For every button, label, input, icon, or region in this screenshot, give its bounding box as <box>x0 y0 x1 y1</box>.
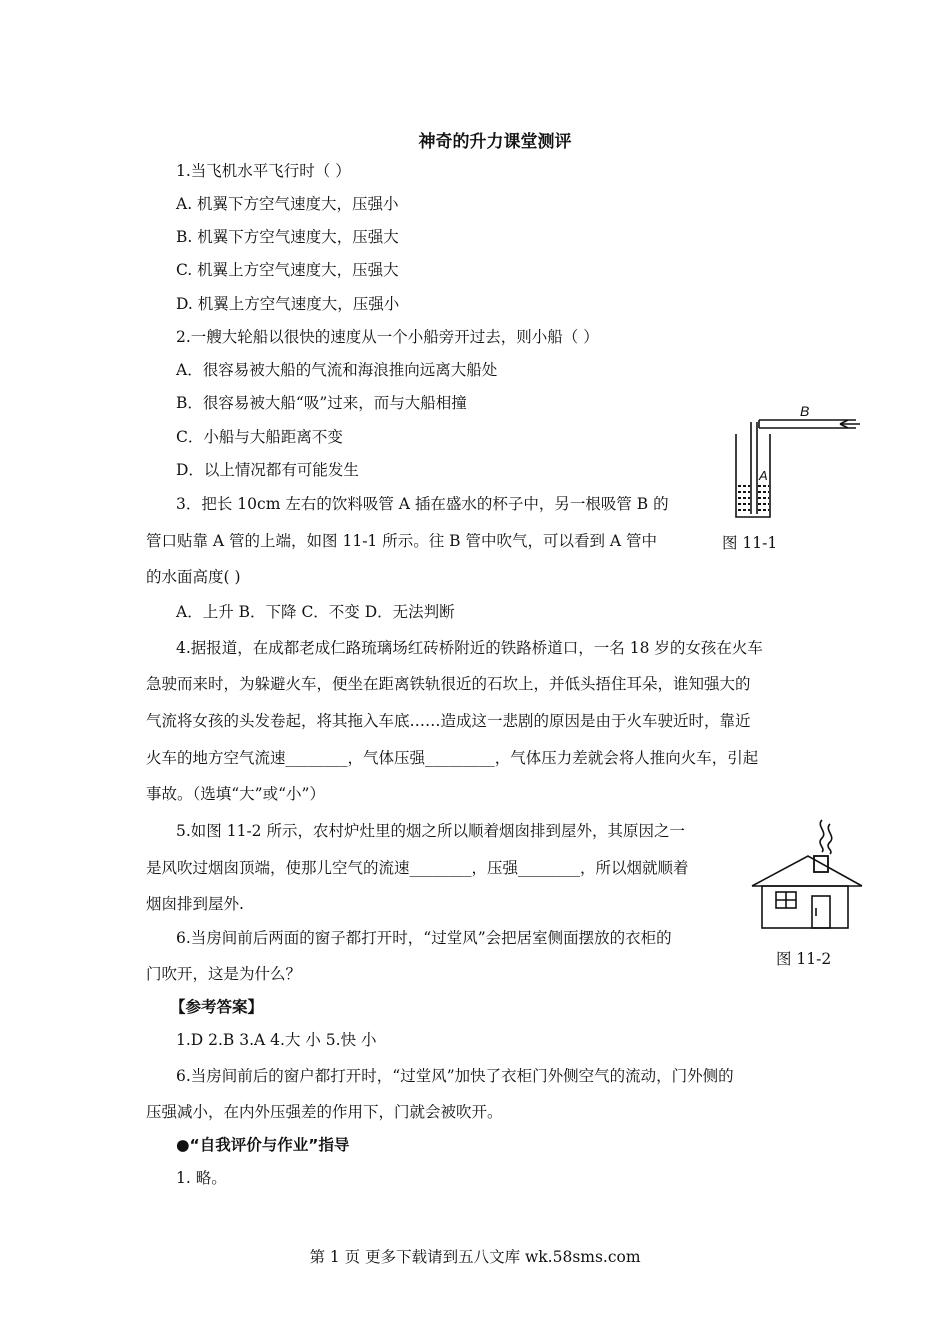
straw-a-label: A <box>759 468 768 483</box>
straw-b-label: B <box>800 404 810 419</box>
q2-option-c: C．小船与大船距离不变 <box>176 428 343 446</box>
answers-line-2: 6.当房间前后的窗户都打开时，“过堂风”加快了衣柜门外侧空气的流动，门外侧的 <box>176 1067 734 1085</box>
q1-option-b: B. 机翼下方空气速度大，压强大 <box>176 228 399 246</box>
q3-line-1: 3．把长 10cm 左右的饮料吸管 A 插在盛水的杯子中，另一根吸管 B 的 <box>176 495 669 513</box>
straw-cup-figure <box>728 404 863 522</box>
q4-line-2: 急驶而来时，为躲避火车，便坐在距离铁轨很近的石坎上，并低头捂住耳朵，谁知强大的 <box>146 675 751 693</box>
answers-line-1: 1.D 2.B 3.A 4.大 小 5.快 小 <box>176 1031 377 1049</box>
q2-stem: 2.一艘大轮船以很快的速度从一个小船旁开过去，则小船（ ） <box>176 328 599 346</box>
q1-option-c: C. 机翼上方空气速度大，压强大 <box>176 261 399 279</box>
q3-line-3: 的水面高度( ) <box>146 568 241 586</box>
q4-line-4: 火车的地方空气流速________，气体压强_________，气体压力差就会将人推向火车，引起 <box>146 749 759 767</box>
q3-line-2: 管口贴靠 A 管的上端，如图 11-1 所示。往 B 管中吹气，可以看到 A 管中 <box>146 532 658 550</box>
page-title: 神奇的升力课堂测评 <box>418 132 572 152</box>
q3-options: A．上升 B．下降 C．不变 D．无法判断 <box>176 603 455 621</box>
q4-line-3: 气流将女孩的头发卷起，将其拖入车底……造成这一悲剧的原因是由于火车驶近时，靠近 <box>146 712 751 730</box>
q1-option-a: A. 机翼下方空气速度大，压强小 <box>176 195 399 213</box>
answers-line-3: 压强减小，在内外压强差的作用下，门就会被吹开。 <box>146 1103 503 1121</box>
q5-line-3: 烟囱排到屋外. <box>146 895 244 913</box>
q2-option-d: D．以上情况都有可能发生 <box>176 461 359 479</box>
q2-option-a: A．很容易被大船的气流和海浪推向远离大船处 <box>176 361 498 379</box>
q1-stem: 1.当飞机水平飞行时（ ） <box>176 162 351 180</box>
figure-11-2-caption: 图 11-2 <box>776 950 832 968</box>
figure-11-1-caption: 图 11-1 <box>722 534 778 552</box>
q6-line-2: 门吹开，这是为什么？ <box>146 965 302 983</box>
q1-option-d: D. 机翼上方空气速度大，压强小 <box>176 295 400 313</box>
guide-heading: ●“自我评价与作业”指导 <box>176 1136 350 1154</box>
q6-line-1: 6.当房间前后两面的窗子都打开时，“过堂风”会把居室侧面摆放的衣柜的 <box>176 929 672 947</box>
guide-item-1: 1. 略。 <box>176 1169 227 1187</box>
house-chimney-figure <box>750 816 865 931</box>
q4-line-1: 4.据报道，在成都老成仁路琉璃场红砖桥附近的铁路桥道口，一名 18 岁的女孩在火车 <box>176 639 763 657</box>
q4-line-5: 事故。（选填“大”或“小”） <box>146 785 325 803</box>
q5-line-2: 是风吹过烟囱顶端，使那儿空气的流速________，压强________，所以烟就顺着 <box>146 859 689 877</box>
page-footer: 第 1 页 更多下载请到五八文库 wk.58sms.com <box>309 1248 641 1266</box>
q2-option-b: B．很容易被大船“吸”过来，而与大船相撞 <box>176 394 467 412</box>
q5-line-1: 5.如图 11-2 所示，农村炉灶里的烟之所以顺着烟囱排到屋外，其原因之一 <box>176 822 685 840</box>
answers-heading: 【参考答案】 <box>170 998 264 1016</box>
